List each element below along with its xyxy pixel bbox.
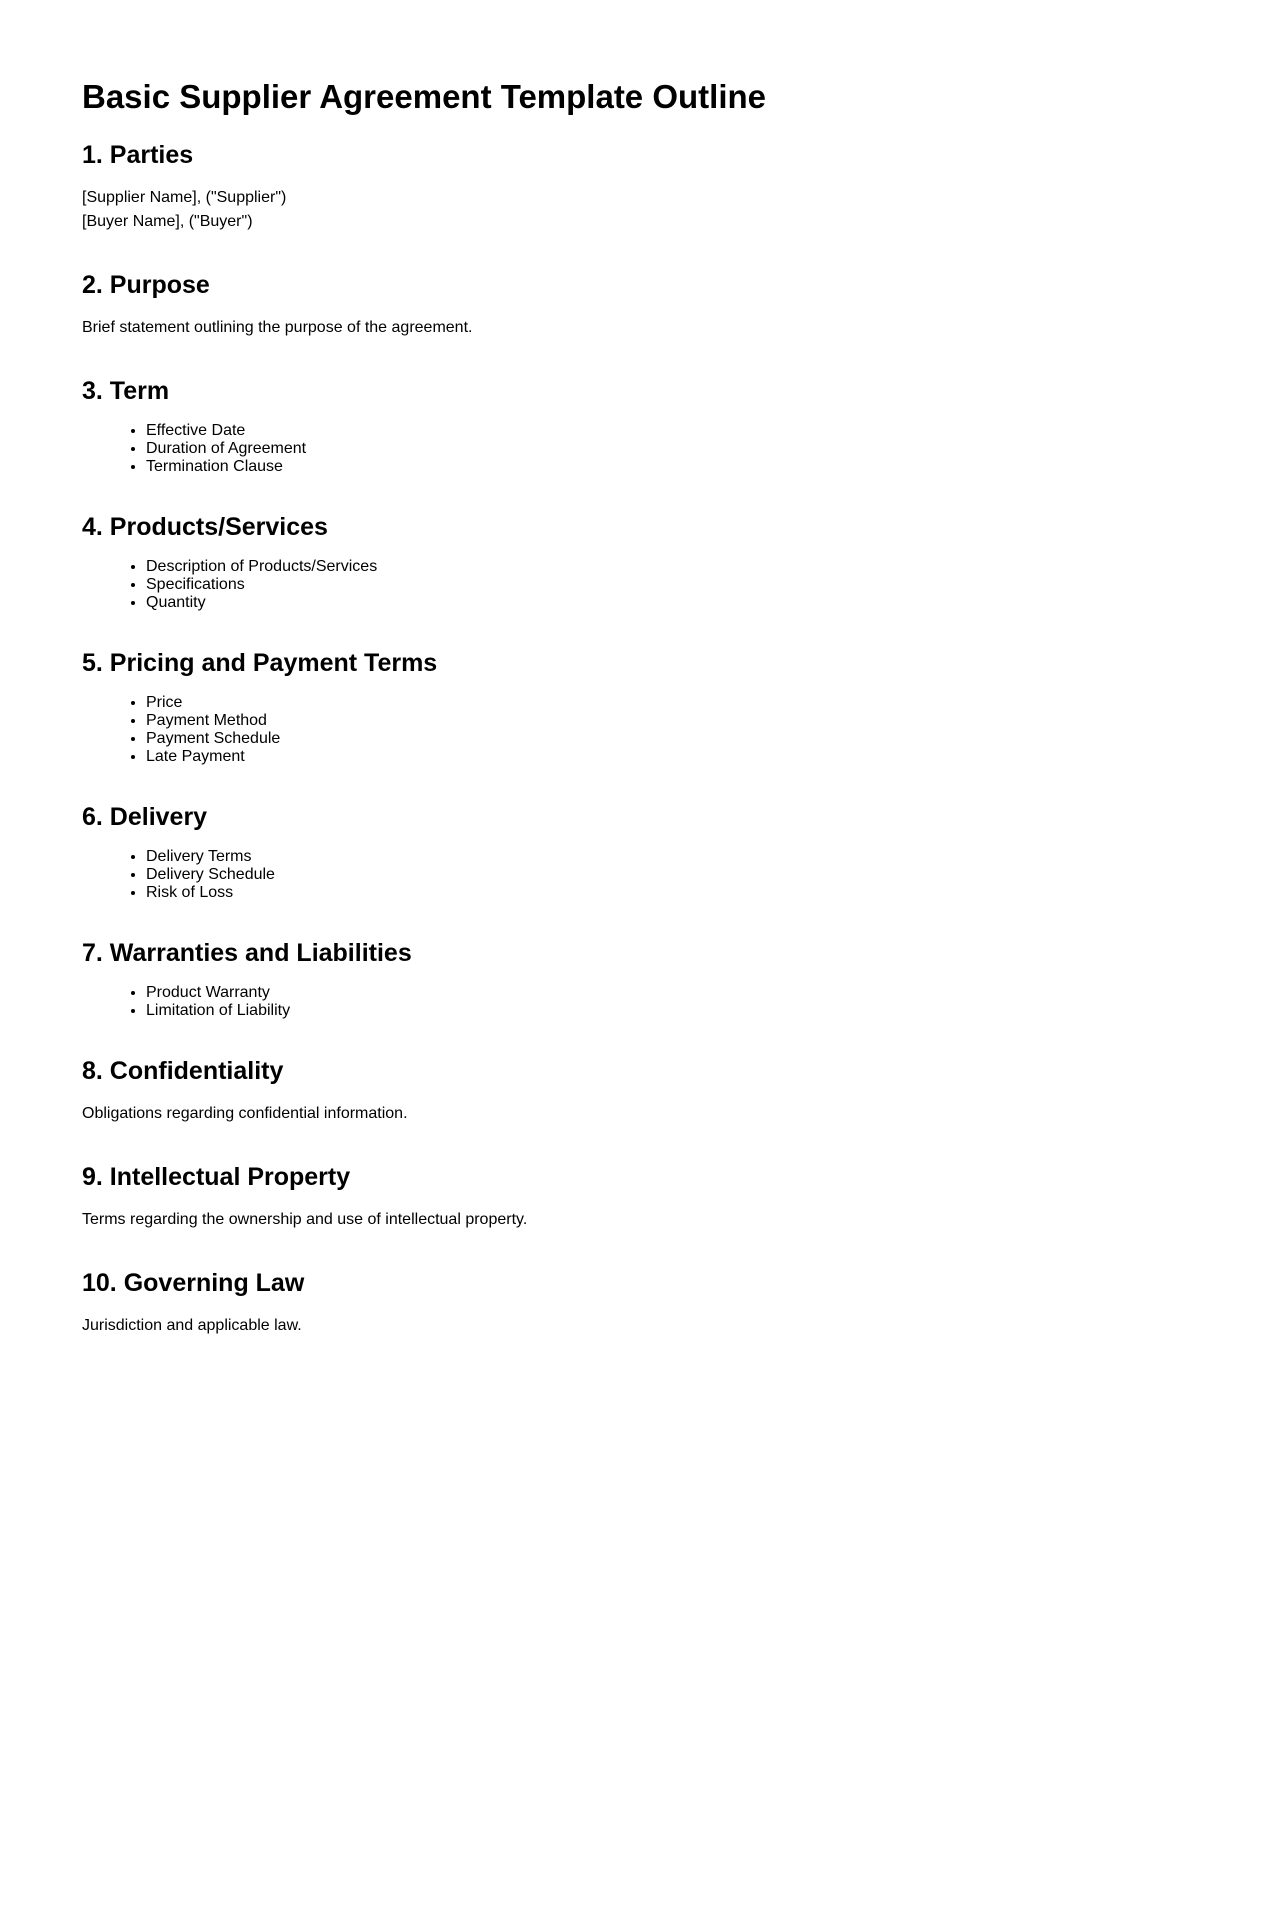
section-governing-law: [82, 1268, 1263, 1338]
section-text: Terms regarding the ownership and use of intellectual property.: [82, 1211, 528, 1228]
section-heading: 3. Term: [82, 377, 170, 405]
section-heading: 8. Confidentiality: [82, 1057, 284, 1085]
list-item: • Product Warranty: [146, 984, 1263, 1002]
section-text: Brief statement outlining the purpose of the agreement.: [82, 319, 473, 336]
section-heading: 1. Parties: [82, 141, 194, 169]
section-text: Obligations regarding confidential information.: [82, 1105, 408, 1122]
list-item: • Quantity: [146, 594, 1263, 612]
bullet-list: [82, 422, 1263, 476]
party-line: [Supplier Name], ("Supplier"): [82, 189, 287, 206]
list-item: • Price: [146, 694, 1263, 712]
section-heading: 5. Pricing and Payment Terms: [82, 649, 438, 677]
section-pricing-payment: [82, 648, 1263, 766]
section-heading: 4. Products/Services: [82, 513, 328, 541]
list-item: • Description of Products/Services: [146, 558, 1263, 576]
section-intellectual-property: [82, 1162, 1263, 1232]
bullet-list: [82, 558, 1263, 612]
list-item: • Specifications: [146, 576, 1263, 594]
party-line: [Buyer Name], ("Buyer"): [82, 213, 253, 230]
section-heading: 2. Purpose: [82, 271, 210, 299]
section-heading: 9. Intellectual Property: [82, 1163, 351, 1191]
bullet-list: [82, 694, 1263, 766]
section-warranties-liabilities: [82, 938, 1263, 1020]
section-heading: 7. Warranties and Liabilities: [82, 939, 412, 967]
section-delivery: [82, 802, 1263, 902]
section-purpose: [82, 270, 1263, 340]
list-item: • Risk of Loss: [146, 884, 1263, 902]
list-item: • Limitation of Liability: [146, 1002, 1263, 1020]
section-term: [82, 376, 1263, 476]
section-text: Jurisdiction and applicable law.: [82, 1317, 302, 1334]
document-title: Basic Supplier Agreement Template Outline: [82, 78, 766, 115]
section-confidentiality: [82, 1056, 1263, 1126]
list-item: • Effective Date: [146, 422, 1263, 440]
bullet-list: [82, 984, 1263, 1020]
list-item: • Payment Method: [146, 712, 1263, 730]
list-item: • Duration of Agreement: [146, 440, 1263, 458]
section-heading: 6. Delivery: [82, 803, 208, 831]
section-parties: [82, 140, 1263, 234]
list-item: • Delivery Terms: [146, 848, 1263, 866]
list-item: • Termination Clause: [146, 458, 1263, 476]
list-item: • Delivery Schedule: [146, 866, 1263, 884]
section-heading: 10. Governing Law: [82, 1269, 305, 1297]
list-item: • Late Payment: [146, 748, 1263, 766]
bullet-list: [82, 848, 1263, 902]
section-products-services: [82, 512, 1263, 612]
list-item: • Payment Schedule: [146, 730, 1263, 748]
